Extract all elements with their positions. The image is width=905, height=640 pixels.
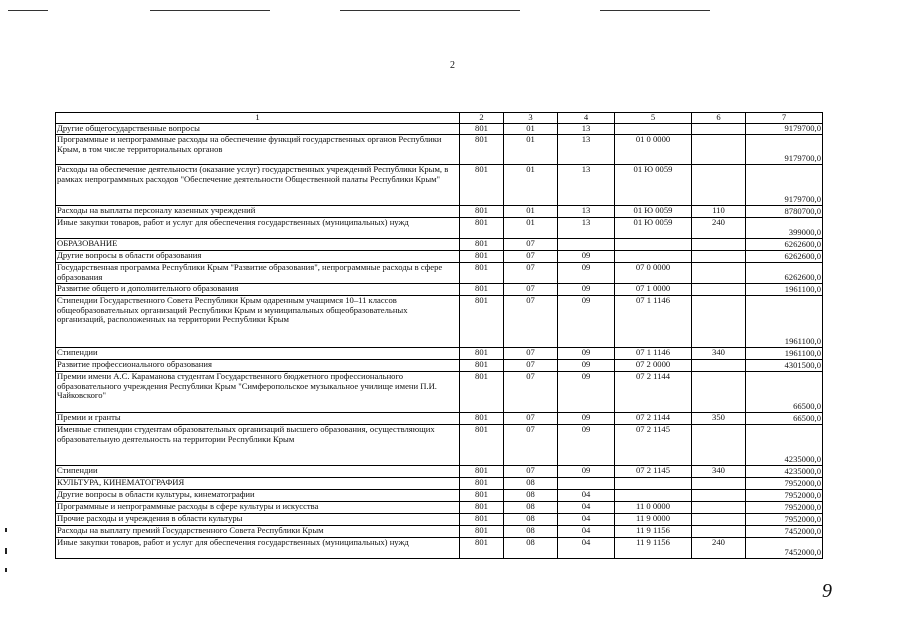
- table-row: [56, 251, 823, 263]
- table-header-row: [56, 113, 823, 124]
- row-subsection: 09: [558, 284, 615, 296]
- table-row: [56, 514, 823, 526]
- row-amount: 7952000,0: [746, 490, 823, 502]
- row-amount: 7452000,0: [746, 526, 823, 538]
- row-amount: 4301500,0: [746, 360, 823, 372]
- table-row: [56, 372, 823, 413]
- row-description: Развитие общего и дополнительного образования: [56, 284, 460, 296]
- row-amount: 7952000,0: [746, 514, 823, 526]
- row-code: 801: [460, 284, 504, 296]
- row-code: 801: [460, 124, 504, 135]
- row-subsection: 09: [558, 296, 615, 348]
- row-section: 08: [504, 490, 558, 502]
- row-subsection: [558, 239, 615, 251]
- margin-mark: [5, 528, 7, 532]
- column-header: 1: [56, 113, 460, 124]
- row-code: 801: [460, 348, 504, 360]
- row-description: Стипендии: [56, 348, 460, 360]
- table-row: [56, 348, 823, 360]
- row-expense-type: [692, 165, 746, 206]
- row-description: Иные закупки товаров, работ и услуг для обеспечения государственных (муниципальных) нужд: [56, 218, 460, 239]
- row-subsection: 13: [558, 206, 615, 218]
- table-row: [56, 263, 823, 284]
- row-subsection: 09: [558, 348, 615, 360]
- row-description: Другие вопросы в области образования: [56, 251, 460, 263]
- row-amount: 4235000,0: [746, 425, 823, 466]
- row-expense-type: [692, 296, 746, 348]
- row-subsection: 09: [558, 263, 615, 284]
- row-amount: 66500,0: [746, 372, 823, 413]
- row-code: 801: [460, 538, 504, 559]
- column-header: 5: [615, 113, 692, 124]
- row-target-article: 11 0 0000: [615, 502, 692, 514]
- table-row: [56, 124, 823, 135]
- row-section: 07: [504, 284, 558, 296]
- row-expense-type: [692, 135, 746, 165]
- row-target-article: 07 2 1145: [615, 425, 692, 466]
- row-section: 01: [504, 218, 558, 239]
- row-description: Иные закупки товаров, работ и услуг для обеспечения государственных (муниципальных) нужд: [56, 538, 460, 559]
- row-subsection: 04: [558, 526, 615, 538]
- row-section: 07: [504, 360, 558, 372]
- table-row: [56, 165, 823, 206]
- column-header: 4: [558, 113, 615, 124]
- row-description: Расходы на выплату премий Государственного Совета Республики Крым: [56, 526, 460, 538]
- margin-mark: [5, 568, 7, 572]
- table-row: [56, 218, 823, 239]
- row-code: 801: [460, 360, 504, 372]
- row-section: 07: [504, 413, 558, 425]
- row-expense-type: 240: [692, 538, 746, 559]
- row-description: КУЛЬТУРА, КИНЕМАТОГРАФИЯ: [56, 478, 460, 490]
- table-row: [56, 526, 823, 538]
- row-description: Стипендии: [56, 466, 460, 478]
- row-subsection: 09: [558, 251, 615, 263]
- column-header: 6: [692, 113, 746, 124]
- row-target-article: 01 Ю 0059: [615, 206, 692, 218]
- row-description: Программные и непрограммные расходы на обеспечение функций государственных органов Республики Крым, в том числе территориальных органов: [56, 135, 460, 165]
- row-amount: 6262600,0: [746, 251, 823, 263]
- row-amount: 1961100,0: [746, 296, 823, 348]
- row-target-article: 07 1 1146: [615, 348, 692, 360]
- row-expense-type: [692, 360, 746, 372]
- row-target-article: 11 9 0000: [615, 514, 692, 526]
- row-amount: 1961100,0: [746, 348, 823, 360]
- row-subsection: 04: [558, 538, 615, 559]
- row-section: 07: [504, 425, 558, 466]
- row-target-article: 01 0 0000: [615, 135, 692, 165]
- row-description: Развитие профессионального образования: [56, 360, 460, 372]
- row-description: Расходы на обеспечение деятельности (оказание услуг) государственных учреждений Республики Крым, в рамках непрограммных расходов "Обеспечение деятельности Общественной палаты Республики Крым": [56, 165, 460, 206]
- row-section: 01: [504, 206, 558, 218]
- row-description: Государственная программа Республики Крым "Развитие образования", непрограммные расходы в сфере образования: [56, 263, 460, 284]
- row-code: 801: [460, 514, 504, 526]
- budget-table: [55, 112, 823, 559]
- row-description: Другие общегосударственные вопросы: [56, 124, 460, 135]
- table-row: [56, 284, 823, 296]
- scan-artifact-line: [340, 10, 520, 11]
- row-subsection: 13: [558, 124, 615, 135]
- row-section: 07: [504, 466, 558, 478]
- row-target-article: 07 1 1146: [615, 296, 692, 348]
- row-subsection: 04: [558, 490, 615, 502]
- scan-artifact-line: [600, 10, 710, 11]
- row-target-article: 11 9 1156: [615, 538, 692, 559]
- scan-artifact-line: [8, 10, 48, 11]
- row-code: 801: [460, 165, 504, 206]
- row-amount: 9179700,0: [746, 124, 823, 135]
- row-section: 08: [504, 514, 558, 526]
- row-code: 801: [460, 425, 504, 466]
- row-expense-type: [692, 284, 746, 296]
- row-expense-type: [692, 425, 746, 466]
- table-row: [56, 490, 823, 502]
- row-target-article: 07 2 1144: [615, 413, 692, 425]
- row-code: 801: [460, 263, 504, 284]
- row-section: 08: [504, 526, 558, 538]
- table-row: [56, 239, 823, 251]
- row-section: 07: [504, 251, 558, 263]
- column-header: 2: [460, 113, 504, 124]
- row-description: ОБРАЗОВАНИЕ: [56, 239, 460, 251]
- row-subsection: 09: [558, 372, 615, 413]
- row-target-article: 07 0 0000: [615, 263, 692, 284]
- row-amount: 7952000,0: [746, 502, 823, 514]
- row-code: 801: [460, 413, 504, 425]
- row-description: Другие вопросы в области культуры, кинематографии: [56, 490, 460, 502]
- row-amount: 66500,0: [746, 413, 823, 425]
- row-expense-type: 340: [692, 466, 746, 478]
- scan-artifact-line: [150, 10, 270, 11]
- table-row: [56, 538, 823, 559]
- page-number: 2: [450, 60, 455, 71]
- row-description: Премии и гранты: [56, 413, 460, 425]
- row-expense-type: [692, 263, 746, 284]
- row-amount: 7452000,0: [746, 538, 823, 559]
- row-section: 01: [504, 135, 558, 165]
- row-code: 801: [460, 466, 504, 478]
- row-description: Расходы на выплаты персоналу казенных учреждений: [56, 206, 460, 218]
- row-amount: 6262600,0: [746, 239, 823, 251]
- table-row: [56, 425, 823, 466]
- row-amount: 1961100,0: [746, 284, 823, 296]
- row-expense-type: 240: [692, 218, 746, 239]
- table-row: [56, 206, 823, 218]
- row-description: Именные стипендии студентам образовательных организаций высшего образования, осуществляющих образовательную деятельность на территории Республики Крым: [56, 425, 460, 466]
- row-code: 801: [460, 372, 504, 413]
- row-target-article: [615, 478, 692, 490]
- row-code: 801: [460, 135, 504, 165]
- row-target-article: [615, 124, 692, 135]
- row-section: 07: [504, 296, 558, 348]
- row-expense-type: 340: [692, 348, 746, 360]
- row-subsection: 04: [558, 514, 615, 526]
- row-section: 08: [504, 538, 558, 559]
- row-description: Прочие расходы и учреждения в области культуры: [56, 514, 460, 526]
- row-expense-type: 350: [692, 413, 746, 425]
- row-expense-type: [692, 372, 746, 413]
- row-section: 07: [504, 263, 558, 284]
- table-row: [56, 135, 823, 165]
- row-code: 801: [460, 239, 504, 251]
- row-target-article: 11 9 1156: [615, 526, 692, 538]
- row-amount: 7952000,0: [746, 478, 823, 490]
- table-row: [56, 360, 823, 372]
- row-amount: 399000,0: [746, 218, 823, 239]
- row-subsection: [558, 478, 615, 490]
- row-subsection: 13: [558, 135, 615, 165]
- row-expense-type: [692, 502, 746, 514]
- row-section: 01: [504, 165, 558, 206]
- row-amount: 9179700,0: [746, 135, 823, 165]
- row-section: 07: [504, 239, 558, 251]
- row-target-article: [615, 490, 692, 502]
- row-section: 07: [504, 372, 558, 413]
- row-subsection: 04: [558, 502, 615, 514]
- row-target-article: 01 Ю 0059: [615, 218, 692, 239]
- row-code: 801: [460, 490, 504, 502]
- row-target-article: 07 2 1145: [615, 466, 692, 478]
- row-subsection: 09: [558, 360, 615, 372]
- row-code: 801: [460, 218, 504, 239]
- row-subsection: 09: [558, 466, 615, 478]
- row-expense-type: [692, 239, 746, 251]
- table-row: [56, 478, 823, 490]
- row-expense-type: [692, 514, 746, 526]
- column-header: 3: [504, 113, 558, 124]
- row-expense-type: [692, 124, 746, 135]
- row-subsection: 13: [558, 218, 615, 239]
- margin-mark: [5, 548, 7, 554]
- row-code: 801: [460, 296, 504, 348]
- row-expense-type: [692, 478, 746, 490]
- row-amount: 9179700,0: [746, 165, 823, 206]
- row-amount: 6262600,0: [746, 263, 823, 284]
- row-target-article: 07 1 0000: [615, 284, 692, 296]
- row-target-article: [615, 239, 692, 251]
- row-section: 08: [504, 478, 558, 490]
- row-section: 01: [504, 124, 558, 135]
- row-code: 801: [460, 251, 504, 263]
- row-target-article: 07 2 0000: [615, 360, 692, 372]
- handwritten-page-mark: 9: [822, 580, 832, 602]
- row-target-article: 07 2 1144: [615, 372, 692, 413]
- row-section: 07: [504, 348, 558, 360]
- column-header: 7: [746, 113, 823, 124]
- row-amount: 4235000,0: [746, 466, 823, 478]
- table-row: [56, 296, 823, 348]
- table-row: [56, 466, 823, 478]
- table-row: [56, 502, 823, 514]
- table-row: [56, 413, 823, 425]
- row-description: Премии имени А.С. Караманова студентам Государственного бюджетного профессионального образовательного учреждения Республики Крым "Симферопольское музыкальное училище имени П.И. Чайковского": [56, 372, 460, 413]
- row-target-article: 01 Ю 0059: [615, 165, 692, 206]
- row-subsection: 09: [558, 425, 615, 466]
- row-code: 801: [460, 478, 504, 490]
- row-amount: 8780700,0: [746, 206, 823, 218]
- row-expense-type: 110: [692, 206, 746, 218]
- row-description: Стипендии Государственного Совета Республики Крым одаренным учащимся 10–11 классов общеобразовательных организаций Республики Крым и муниципальных общеобразовательных организаций, расположенных на территории Республики Крым: [56, 296, 460, 348]
- row-code: 801: [460, 526, 504, 538]
- row-expense-type: [692, 490, 746, 502]
- row-expense-type: [692, 251, 746, 263]
- row-subsection: 13: [558, 165, 615, 206]
- row-code: 801: [460, 502, 504, 514]
- row-subsection: 09: [558, 413, 615, 425]
- row-target-article: [615, 251, 692, 263]
- row-section: 08: [504, 502, 558, 514]
- row-expense-type: [692, 526, 746, 538]
- row-code: 801: [460, 206, 504, 218]
- row-description: Программные и непрограммные расходы в сфере культуры и искусства: [56, 502, 460, 514]
